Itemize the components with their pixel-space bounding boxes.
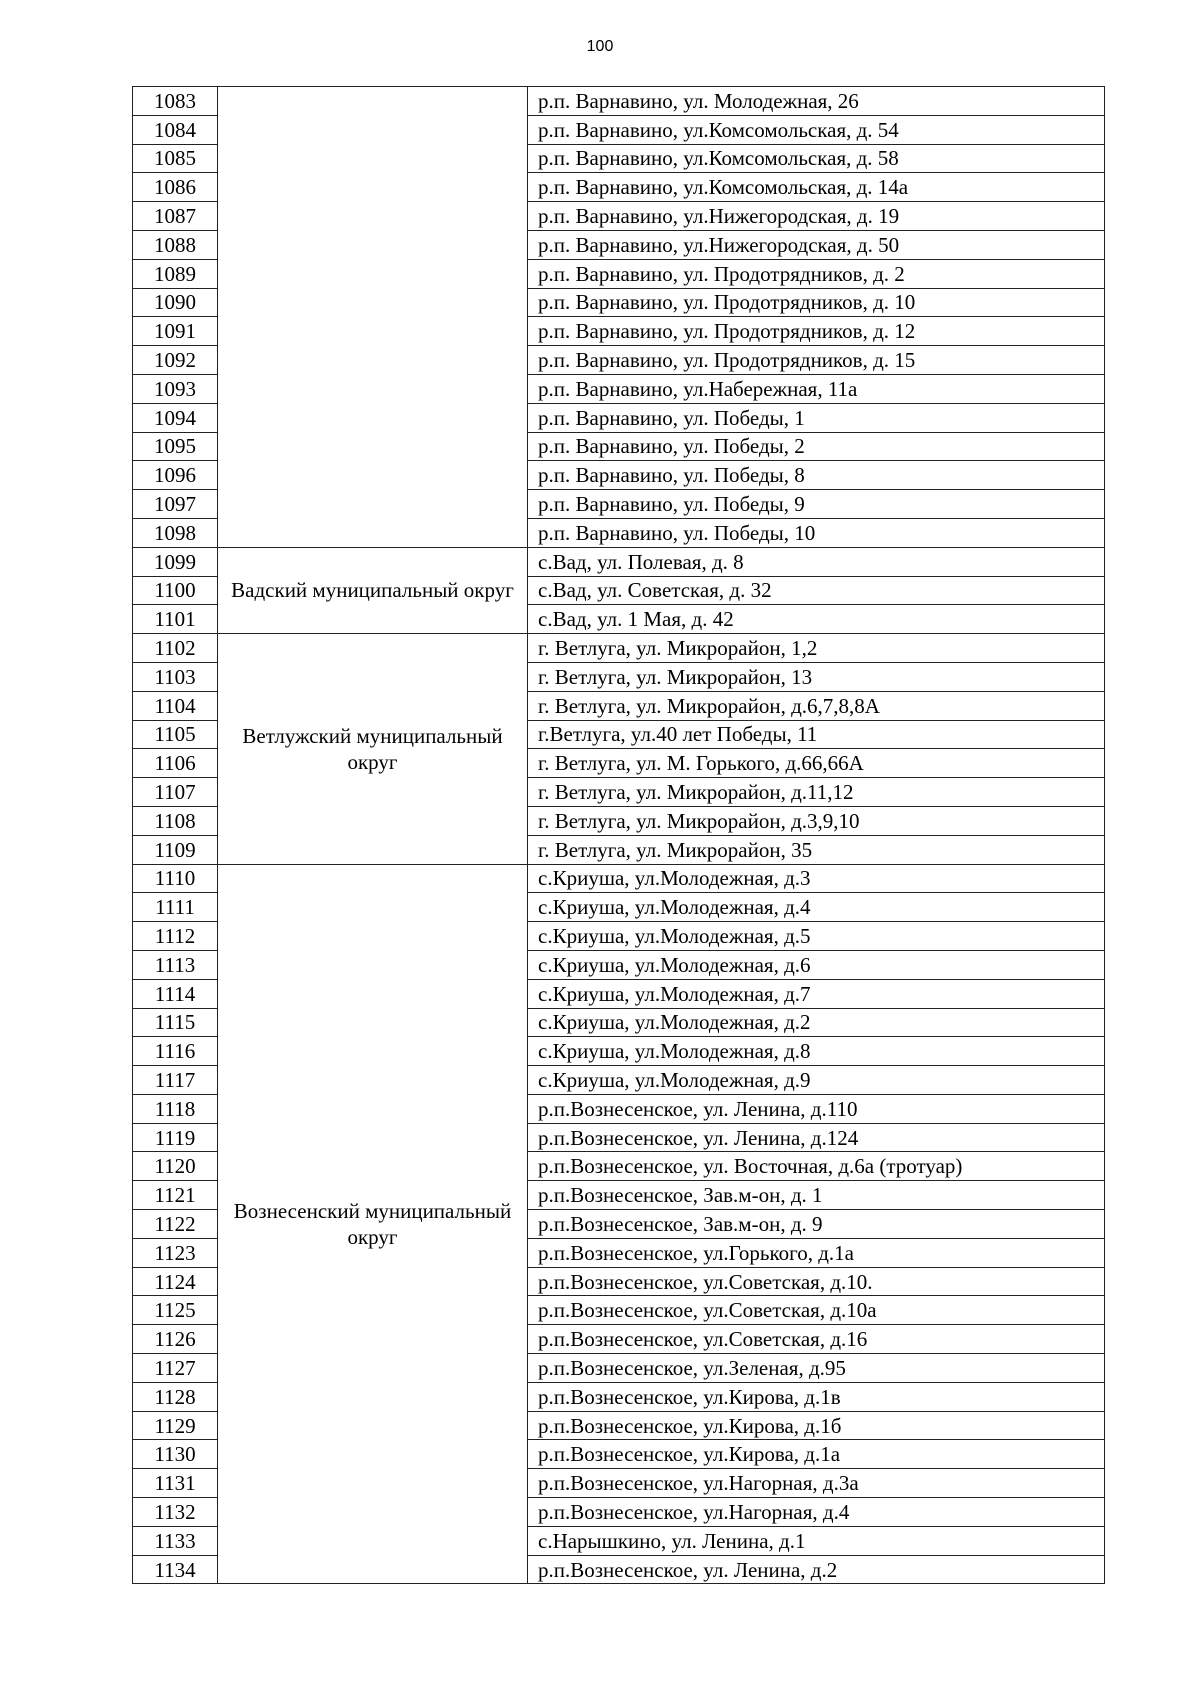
row-number-cell: 1115 — [133, 1008, 218, 1037]
address-cell: р.п. Варнавино, ул.Набережная, 11а — [528, 374, 1105, 403]
address-cell: р.п.Вознесенское, ул.Кирова, д.1б — [528, 1411, 1105, 1440]
address-cell: с.Криуша, ул.Молодежная, д.7 — [528, 979, 1105, 1008]
address-cell: г.Ветлуга, ул.40 лет Победы, 11 — [528, 720, 1105, 749]
address-cell: р.п. Варнавино, ул. Победы, 9 — [528, 490, 1105, 519]
address-cell: р.п. Варнавино, ул.Нижегородская, д. 50 — [528, 230, 1105, 259]
row-number-cell: 1113 — [133, 950, 218, 979]
row-number-cell: 1105 — [133, 720, 218, 749]
address-cell: г. Ветлуга, ул. М. Горького, д.66,66А — [528, 749, 1105, 778]
row-number-cell: 1125 — [133, 1296, 218, 1325]
row-number-cell: 1089 — [133, 259, 218, 288]
row-number-cell: 1123 — [133, 1238, 218, 1267]
address-cell: р.п.Вознесенское, ул. Восточная, д.6а (тротуар) — [528, 1152, 1105, 1181]
address-cell: р.п. Варнавино, ул. Победы, 1 — [528, 403, 1105, 432]
address-cell: р.п. Варнавино, ул.Комсомольская, д. 14а — [528, 173, 1105, 202]
row-number-cell: 1096 — [133, 461, 218, 490]
row-number-cell: 1127 — [133, 1354, 218, 1383]
row-number-cell: 1110 — [133, 864, 218, 893]
district-cell: Вознесенский муниципальный округ — [218, 864, 528, 1584]
row-number-cell: 1098 — [133, 518, 218, 547]
row-number-cell: 1116 — [133, 1037, 218, 1066]
address-cell: с.Криуша, ул.Молодежная, д.3 — [528, 864, 1105, 893]
address-cell: р.п.Вознесенское, ул. Ленина, д.2 — [528, 1555, 1105, 1584]
row-number-cell: 1132 — [133, 1498, 218, 1527]
address-cell: р.п.Вознесенское, ул.Кирова, д.1в — [528, 1382, 1105, 1411]
row-number-cell: 1091 — [133, 317, 218, 346]
row-number-cell: 1084 — [133, 115, 218, 144]
address-table — [132, 86, 1105, 1584]
address-cell: р.п. Варнавино, ул. Победы, 2 — [528, 432, 1105, 461]
address-table-body — [133, 87, 1105, 1584]
table-row — [133, 547, 1105, 576]
address-cell: р.п.Вознесенское, Зав.м-он, д. 9 — [528, 1210, 1105, 1239]
row-number-cell: 1099 — [133, 547, 218, 576]
row-number-cell: 1119 — [133, 1123, 218, 1152]
row-number-cell: 1108 — [133, 806, 218, 835]
row-number-cell: 1083 — [133, 87, 218, 116]
address-cell: р.п.Вознесенское, ул. Ленина, д.124 — [528, 1123, 1105, 1152]
row-number-cell: 1093 — [133, 374, 218, 403]
row-number-cell: 1104 — [133, 691, 218, 720]
row-number-cell: 1130 — [133, 1440, 218, 1469]
page-number: 100 — [586, 38, 614, 55]
row-number-cell: 1129 — [133, 1411, 218, 1440]
row-number-cell: 1088 — [133, 230, 218, 259]
address-cell: г. Ветлуга, ул. Микрорайон, 35 — [528, 835, 1105, 864]
address-cell: г. Ветлуга, ул. Микрорайон, д.6,7,8,8А — [528, 691, 1105, 720]
address-cell: с.Криуша, ул.Молодежная, д.6 — [528, 950, 1105, 979]
row-number-cell: 1106 — [133, 749, 218, 778]
address-cell: с.Криуша, ул.Молодежная, д.4 — [528, 893, 1105, 922]
address-cell: с.Криуша, ул.Молодежная, д.8 — [528, 1037, 1105, 1066]
address-cell: с.Вад, ул. 1 Мая, д. 42 — [528, 605, 1105, 634]
row-number-cell: 1102 — [133, 634, 218, 663]
row-number-cell: 1094 — [133, 403, 218, 432]
address-cell: с.Вад, ул. Советская, д. 32 — [528, 576, 1105, 605]
row-number-cell: 1134 — [133, 1555, 218, 1584]
row-number-cell: 1095 — [133, 432, 218, 461]
table-row — [133, 864, 1105, 893]
district-cell: Ветлужский муниципальный округ — [218, 634, 528, 864]
address-cell: р.п.Вознесенское, ул.Нагорная, д.4 — [528, 1498, 1105, 1527]
row-number-cell: 1120 — [133, 1152, 218, 1181]
address-cell: с.Криуша, ул.Молодежная, д.5 — [528, 922, 1105, 951]
address-cell: г. Ветлуга, ул. Микрорайон, д.3,9,10 — [528, 806, 1105, 835]
address-cell: р.п.Вознесенское, ул.Советская, д.10а — [528, 1296, 1105, 1325]
district-cell: Вадский муниципальный округ — [218, 547, 528, 633]
address-cell: г. Ветлуга, ул. Микрорайон, д.11,12 — [528, 778, 1105, 807]
address-cell: р.п. Варнавино, ул. Продотрядников, д. 15 — [528, 346, 1105, 375]
row-number-cell: 1112 — [133, 922, 218, 951]
row-number-cell: 1111 — [133, 893, 218, 922]
address-cell: р.п. Варнавино, ул.Нижегородская, д. 19 — [528, 202, 1105, 231]
address-cell: р.п.Вознесенское, ул.Зеленая, д.95 — [528, 1354, 1105, 1383]
address-cell: г. Ветлуга, ул. Микрорайон, 13 — [528, 662, 1105, 691]
address-cell: р.п. Варнавино, ул.Комсомольская, д. 58 — [528, 144, 1105, 173]
row-number-cell: 1085 — [133, 144, 218, 173]
address-cell: р.п. Варнавино, ул. Продотрядников, д. 10 — [528, 288, 1105, 317]
row-number-cell: 1103 — [133, 662, 218, 691]
row-number-cell: 1086 — [133, 173, 218, 202]
row-number-cell: 1133 — [133, 1526, 218, 1555]
address-cell: р.п.Вознесенское, ул. Ленина, д.110 — [528, 1094, 1105, 1123]
row-number-cell: 1128 — [133, 1382, 218, 1411]
address-cell: с.Нарышкино, ул. Ленина, д.1 — [528, 1526, 1105, 1555]
address-cell: р.п.Вознесенское, ул.Нагорная, д.3а — [528, 1469, 1105, 1498]
address-cell: р.п.Вознесенское, ул.Советская, д.10. — [528, 1267, 1105, 1296]
row-number-cell: 1107 — [133, 778, 218, 807]
row-number-cell: 1097 — [133, 490, 218, 519]
row-number-cell: 1124 — [133, 1267, 218, 1296]
row-number-cell: 1092 — [133, 346, 218, 375]
row-number-cell: 1109 — [133, 835, 218, 864]
district-cell — [218, 87, 528, 548]
row-number-cell: 1101 — [133, 605, 218, 634]
row-number-cell: 1121 — [133, 1181, 218, 1210]
row-number-cell: 1126 — [133, 1325, 218, 1354]
address-cell: г. Ветлуга, ул. Микрорайон, 1,2 — [528, 634, 1105, 663]
address-cell: р.п.Вознесенское, ул.Советская, д.16 — [528, 1325, 1105, 1354]
row-number-cell: 1100 — [133, 576, 218, 605]
row-number-cell: 1090 — [133, 288, 218, 317]
address-cell: р.п.Вознесенское, ул.Горького, д.1а — [528, 1238, 1105, 1267]
address-cell: с.Криуша, ул.Молодежная, д.2 — [528, 1008, 1105, 1037]
row-number-cell: 1122 — [133, 1210, 218, 1239]
address-cell: р.п. Варнавино, ул. Молодежная, 26 — [528, 87, 1105, 116]
row-number-cell: 1114 — [133, 979, 218, 1008]
address-cell: р.п. Варнавино, ул.Комсомольская, д. 54 — [528, 115, 1105, 144]
address-cell: р.п.Вознесенское, ул.Кирова, д.1а — [528, 1440, 1105, 1469]
address-cell: р.п. Варнавино, ул. Победы, 10 — [528, 518, 1105, 547]
table-row — [133, 87, 1105, 116]
address-cell: с.Криуша, ул.Молодежная, д.9 — [528, 1066, 1105, 1095]
address-cell: р.п. Варнавино, ул. Продотрядников, д. 2 — [528, 259, 1105, 288]
table-row — [133, 634, 1105, 663]
row-number-cell: 1087 — [133, 202, 218, 231]
row-number-cell: 1118 — [133, 1094, 218, 1123]
address-cell: р.п. Варнавино, ул. Продотрядников, д. 12 — [528, 317, 1105, 346]
address-cell: с.Вад, ул. Полевая, д. 8 — [528, 547, 1105, 576]
address-cell: р.п.Вознесенское, Зав.м-он, д. 1 — [528, 1181, 1105, 1210]
row-number-cell: 1131 — [133, 1469, 218, 1498]
address-cell: р.п. Варнавино, ул. Победы, 8 — [528, 461, 1105, 490]
row-number-cell: 1117 — [133, 1066, 218, 1095]
